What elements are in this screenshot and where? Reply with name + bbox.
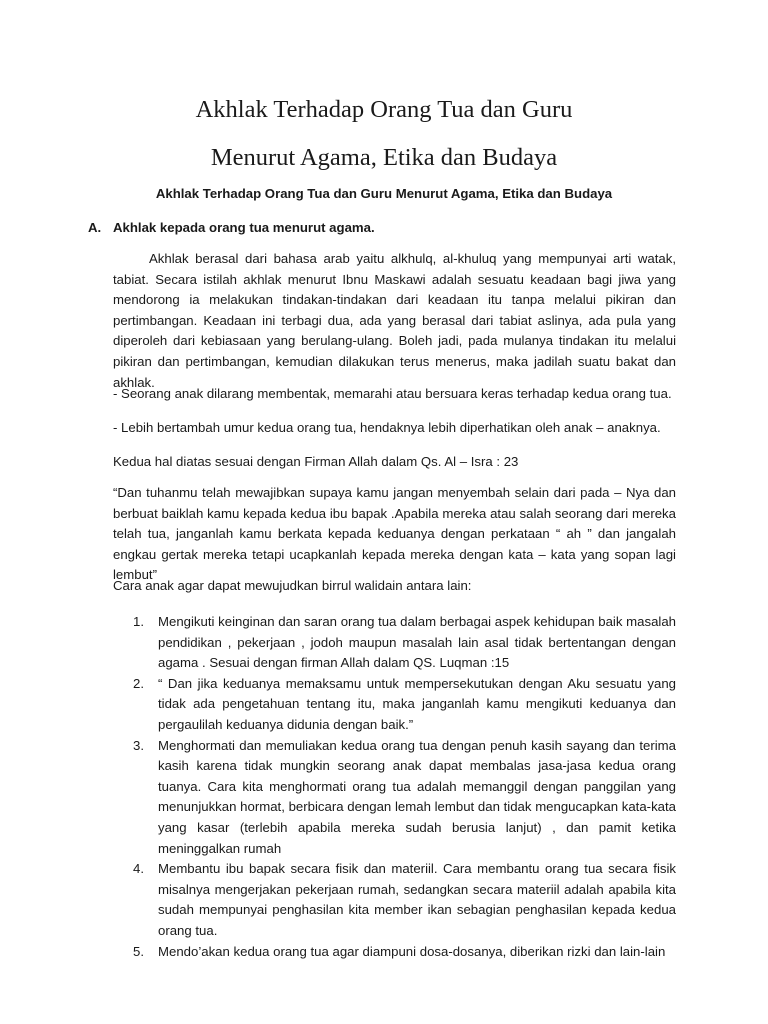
document-title-line-1: Akhlak Terhadap Orang Tua dan Guru (195, 96, 573, 123)
document-subtitle: Akhlak Terhadap Orang Tua dan Guru Menurut Agama, Etika dan Budaya (155, 186, 613, 201)
list-item-number: 1. (133, 614, 144, 629)
list-item-number: 2. (133, 675, 144, 691)
reference-paragraph: Kedua hal diatas sesuai dengan Firman Allah dalam Qs. Al – Isra : 23 (113, 454, 519, 469)
point-paragraph-1: - Seorang anak dilarang membentak, memarahi atau bersuara keras terhadap kedua orang tua. (113, 386, 672, 401)
list-item-number: 5. (133, 943, 144, 959)
section-a-letter: A. (88, 220, 102, 235)
section-a-heading (88, 220, 375, 235)
list-item-text: Mendo’akan kedua orang tua agar diampuni dosa-dosanya, diberikan rizki dan lain-lain (158, 943, 666, 959)
point-paragraph-2: - Lebih bertambah umur kedua orang tua, hendaknya lebih diperhatikan oleh anak – anaknya. (113, 420, 661, 435)
intro-paragraph: Akhlak berasal dari bahasa arab yaitu alkhulq, al-khuluq yang mempunyai arti watak, tabiat. Secara istilah akhlak menurut Ibnu Maskawi adalah sesuatu keadaan bagi jiwa yang mendorong ia melakukan tindakan-tindakan dari keadaan itu tanpa melalui pikiran dan pertimbangan. Keadaan ini terbagi dua, ada yang berasal dari tabiat aslinya, ada pula yang diperoleh dari kebiasaan yang berulang-ulang. Boleh jadi, pada mulanya tindakan itu melalui pikiran dan pertimbangan, kemudian dilakukan terus menerus, maka jadilah suatu bakat dan akhlak. (113, 251, 676, 390)
list-item-text: Membantu ibu bapak secara fisik dan materiil. Cara membantu orang tua secara fisik misalnya mengerjakan pekerjaan rumah, sedangkan secara materiil adalah apabila kita sudah mempunyai penghasilan kita member ikan sebagian penghasilan kepada kedua orang tua. (158, 861, 676, 938)
list-item-number: 3. (133, 737, 144, 753)
birrul-walidain-list (133, 612, 676, 962)
list-item-text: Menghormati dan memuliakan kedua orang tua dengan penuh kasih sayang dan terima kasih karena tidak mungkin seorang anak dapat membalas jasa-jasa kedua orang tuanya. Cara kita menghormati orang tua adalah memanggil dengan panggilan yang menunjukkan hormat, berbicara dengan lemah lembut dan tidak mengucapkan kata-kata yang kasar (terlebih apabila mereka sudah berusia lanjut) , dan pamit ketika meninggalkan rumah (158, 737, 676, 856)
list-item-text: Mengikuti keinginan dan saran orang tua dalam berbagai aspek kehidupan baik masalah pendidikan , pekerjaan , jodoh maupun masalah lain asal tidak bertentangan dengan agama . Sesuai dengan firman Allah dalam QS. Luqman :15 (158, 614, 676, 671)
list-item-text: “ Dan jika keduanya memaksamu untuk mempersekutukan dengan Aku sesuatu yang tidak ada pengetahuan tentang itu, maka janganlah kamu mengikuti keduanya dan pergaulilah keduanya didunia dengan baik.” (158, 675, 676, 732)
list-item (133, 612, 676, 674)
list-item (133, 942, 676, 963)
list-intro-paragraph: Cara anak agar dapat mewujudkan birrul walidain antara lain: (113, 578, 472, 593)
list-item-number: 4. (133, 861, 144, 877)
list-item (133, 736, 676, 860)
section-a-title: Akhlak kepada orang tua menurut agama. (113, 220, 375, 235)
quote-paragraph: “Dan tuhanmu telah mewajibkan supaya kamu jangan menyembah selain dari pada – Nya dan berbuat baiklah kamu kepada kedua ibu bapak .Apabila mereka atau salah seorang dari mereka telah tua, janganlah kamu berkata kepada keduanya dengan perkataan “ ah ” dan jangalah engkau gertak mereka tetapi ucapkanlah kepada mereka dengan kata – kata yang sopan lagi lembut” (113, 485, 676, 583)
document-title-line-2: Menurut Agama, Etika dan Budaya (210, 144, 558, 171)
list-item (133, 674, 676, 736)
list-item (133, 859, 676, 941)
